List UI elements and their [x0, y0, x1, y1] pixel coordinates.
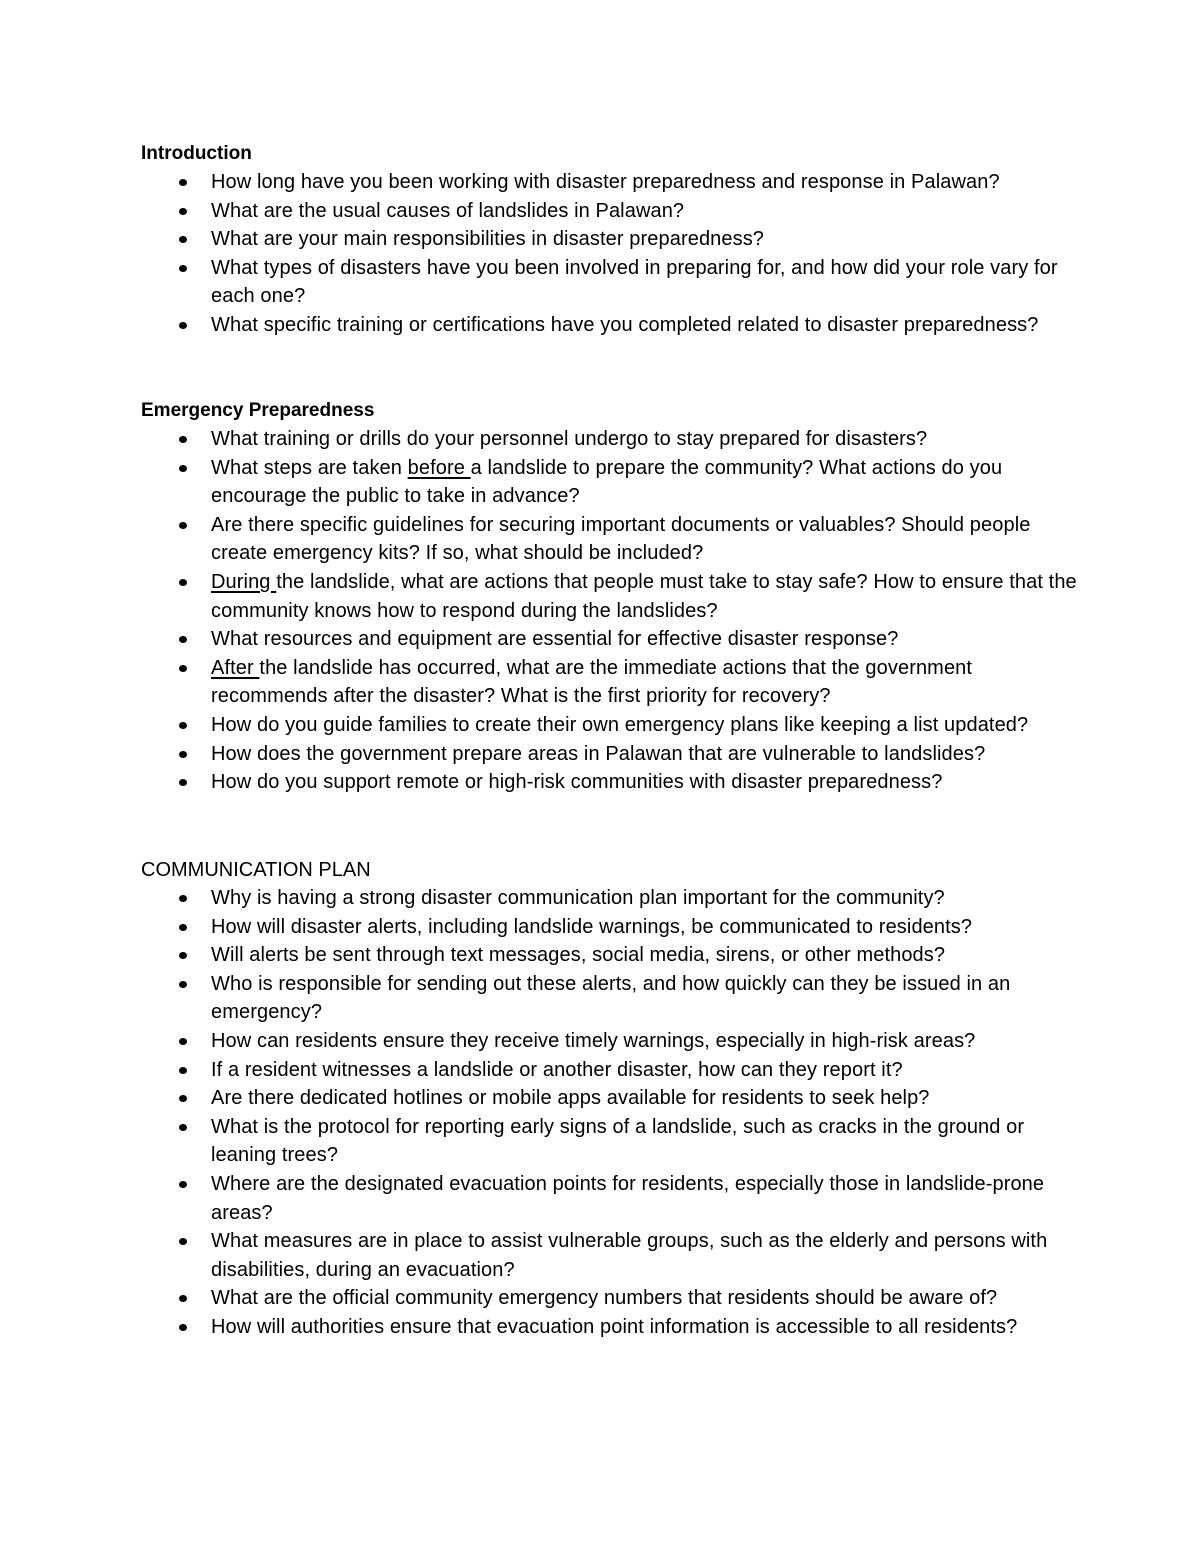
bullet-icon: [179, 265, 187, 272]
bullet-icon: [179, 1124, 187, 1131]
bullet-icon: [179, 895, 187, 902]
bullet-icon: [179, 952, 187, 959]
bullet-icon: [179, 236, 187, 243]
bullet-icon: [179, 579, 187, 586]
list-item: [141, 568, 1081, 625]
question-text: What specific training or certifications have you completed related to disaster preparedness?: [211, 313, 1039, 336]
list-item: [141, 425, 1081, 454]
section-introduction: [141, 140, 1081, 340]
question-text: How does the government prepare areas in Palawan that are vulnerable to landslides?: [211, 742, 986, 765]
section-heading: Emergency Preparedness: [141, 400, 375, 421]
bullet-icon: [179, 1324, 187, 1331]
list-item: [141, 168, 1081, 197]
list-item: [141, 740, 1081, 769]
bullet-icon: [179, 665, 187, 672]
bullet-icon: [179, 924, 187, 931]
bullet-icon: [179, 1295, 187, 1302]
list-item: [141, 197, 1081, 226]
list-item: [141, 768, 1081, 797]
list-item: [141, 1027, 1081, 1056]
question-list: [141, 884, 1081, 1342]
question-text: How do you guide families to create their own emergency plans like keeping a list updated?: [211, 713, 1029, 736]
question-text: Who is responsible for sending out these alerts, and how quickly can they be issued in an emergency?: [211, 972, 1011, 1024]
question-text: How long have you been working with disaster preparedness and response in Palawan?: [211, 171, 1000, 193]
bullet-icon: [179, 522, 187, 529]
list-item: [141, 970, 1081, 1027]
list-item: [141, 1113, 1081, 1170]
bullet-icon: [179, 436, 187, 443]
section-communication-plan: [141, 856, 1081, 1342]
bullet-icon: [179, 179, 187, 186]
question-text: Why is having a strong disaster communication plan important for the community?: [211, 887, 945, 909]
list-item: [141, 913, 1081, 942]
question-list: [141, 425, 1081, 797]
list-item: [141, 941, 1081, 970]
bullet-icon: [179, 208, 187, 215]
list-item: [141, 1227, 1081, 1284]
list-item: [141, 1170, 1081, 1227]
list-item: [141, 654, 1081, 711]
bullet-icon: [179, 465, 187, 472]
question-text: What types of disasters have you been involved in preparing for, and how did your role vary for each one?: [211, 256, 1058, 308]
underlined-word-during: During: [211, 570, 277, 593]
question-text: What are the usual causes of landslides in Palawan?: [211, 199, 685, 222]
bullet-icon: [179, 981, 187, 988]
list-item: [141, 625, 1081, 654]
list-item: [141, 254, 1081, 311]
question-list: [141, 168, 1081, 340]
question-text-pre: What steps are taken: [211, 456, 408, 479]
question-text: Are there dedicated hotlines or mobile apps available for residents to seek help?: [211, 1087, 930, 1110]
list-item: [141, 711, 1081, 740]
underlined-word-before: before: [407, 456, 471, 479]
bullet-icon: [179, 636, 187, 643]
question-text-post: the landslide, what are actions that people must take to stay safe? How to ensure that the community knows how to respond during the landslides?: [211, 570, 1077, 622]
question-text-post: a landslide to prepare the community? What actions do you encourage the public to take in advance?: [211, 456, 1003, 508]
question-text: What training or drills do your personnel undergo to stay prepared for disasters?: [211, 428, 928, 450]
bullet-icon: [179, 1095, 187, 1102]
section-heading: COMMUNICATION PLAN: [141, 859, 371, 881]
list-item: [141, 1056, 1081, 1085]
question-text: How will authorities ensure that evacuation point information is accessible to all residents?: [211, 1315, 1018, 1338]
question-text-post: the landslide has occurred, what are the immediate actions that the government recommends after the disaster? What is the first priority for recovery?: [211, 656, 973, 708]
question-text: How will disaster alerts, including landslide warnings, be communicated to residents?: [211, 915, 973, 938]
list-item: [141, 1084, 1081, 1113]
question-text: Where are the designated evacuation points for residents, especially those in landslide-prone areas?: [211, 1172, 1045, 1224]
bullet-icon: [179, 322, 187, 329]
section-emergency-preparedness: [141, 397, 1081, 797]
question-text: What are the official community emergency numbers that residents should be aware of?: [211, 1287, 998, 1310]
list-item: [141, 454, 1081, 511]
question-text: How do you support remote or high-risk communities with disaster preparedness?: [211, 771, 943, 794]
bullet-icon: [179, 1038, 187, 1045]
list-item: [141, 311, 1081, 340]
question-text: What measures are in place to assist vulnerable groups, such as the elderly and persons with disabilities, during an evacuation?: [211, 1230, 1048, 1281]
question-text: What is the protocol for reporting early signs of a landslide, such as cracks in the ground or leaning trees?: [211, 1115, 1025, 1167]
list-item: [141, 1313, 1081, 1342]
bullet-icon: [179, 722, 187, 729]
list-item: [141, 225, 1081, 254]
list-item: [141, 1284, 1081, 1313]
underlined-word-after: After: [211, 656, 260, 679]
bullet-icon: [179, 1067, 187, 1074]
question-text: Are there specific guidelines for securing important documents or valuables? Should people create emergency kits? If so, what should be included?: [211, 513, 1031, 565]
question-text: What resources and equipment are essential for effective disaster response?: [211, 628, 899, 651]
question-text: Will alerts be sent through text messages, social media, sirens, or other methods?: [211, 944, 946, 967]
question-text: What are your main responsibilities in disaster preparedness?: [211, 228, 765, 251]
bullet-icon: [179, 1238, 187, 1245]
section-heading: Introduction: [141, 143, 252, 164]
bullet-icon: [179, 1181, 187, 1188]
list-item: [141, 511, 1081, 568]
bullet-icon: [179, 779, 187, 786]
bullet-icon: [179, 751, 187, 758]
question-text: How can residents ensure they receive timely warnings, especially in high-risk areas?: [211, 1029, 976, 1052]
list-item: [141, 884, 1081, 913]
question-text: If a resident witnesses a landslide or another disaster, how can they report it?: [211, 1058, 903, 1081]
